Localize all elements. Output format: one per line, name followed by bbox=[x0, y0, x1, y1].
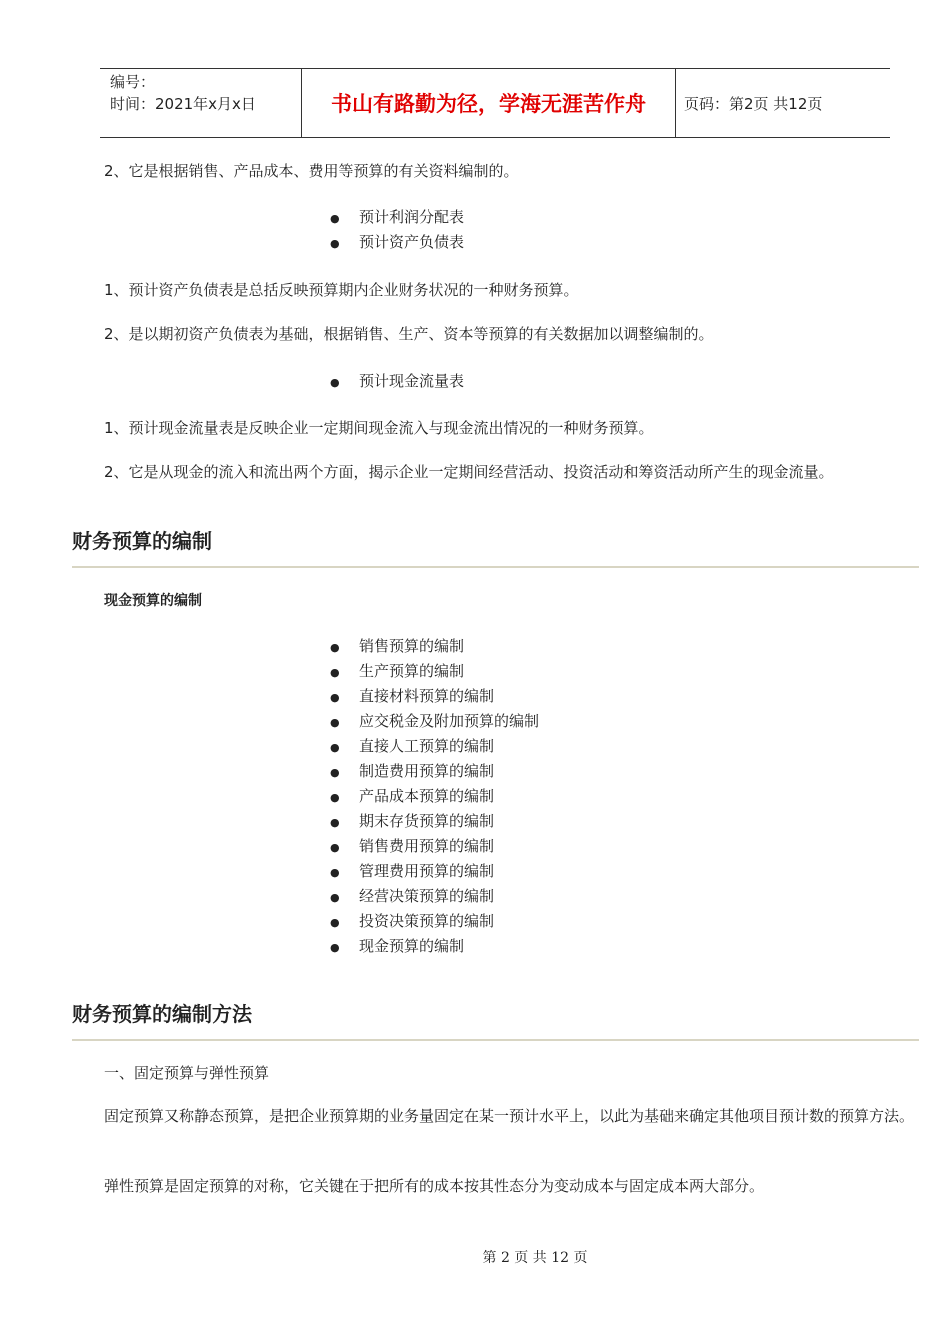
paragraph: 固定预算又称静态预算，是把企业预算期的业务量固定在某一预计水平上，以此为基础来确定其他项目预计数的预算方法。 bbox=[104, 1107, 915, 1125]
section-heading: 财务预算的编制方法 bbox=[72, 1002, 252, 1026]
bullet-icon: ● bbox=[330, 716, 340, 729]
subsection-heading: 一、固定预算与弹性预算 bbox=[104, 1064, 270, 1082]
list-item bbox=[330, 760, 494, 784]
section-divider bbox=[72, 1039, 919, 1041]
bullet-icon: ● bbox=[330, 766, 340, 779]
bullet-icon: ● bbox=[330, 816, 340, 829]
list-item bbox=[330, 885, 494, 909]
header-meta bbox=[110, 71, 256, 115]
list-item-label: 预计利润分配表 bbox=[359, 208, 465, 226]
number-label: 编号： bbox=[110, 73, 156, 91]
time-label: 时间：2021年x月x日 bbox=[110, 95, 256, 113]
list-item-label: 预计现金流量表 bbox=[359, 372, 465, 390]
bullet-icon: ● bbox=[330, 212, 340, 225]
header-divider bbox=[675, 69, 676, 137]
list-item bbox=[330, 231, 464, 255]
list-item-label: 管理费用预算的编制 bbox=[359, 862, 495, 880]
list-item bbox=[330, 206, 464, 230]
list-item bbox=[330, 785, 494, 809]
paragraph: 2、是以期初资产负债表为基础，根据销售、生产、资本等预算的有关数据加以调整编制的。 bbox=[104, 325, 714, 343]
list-item bbox=[330, 910, 494, 934]
list-item bbox=[330, 660, 464, 684]
list-item-label: 预计资产负债表 bbox=[359, 233, 465, 251]
list-item-label: 直接材料预算的编制 bbox=[359, 687, 495, 705]
list-item bbox=[330, 710, 539, 734]
list-item bbox=[330, 735, 494, 759]
list-item bbox=[330, 370, 464, 394]
paragraph: 2、它是根据销售、产品成本、费用等预算的有关资料编制的。 bbox=[104, 162, 519, 180]
paragraph: 1、预计资产负债表是总括反映预算期内企业财务状况的一种财务预算。 bbox=[104, 281, 579, 299]
bullet-icon: ● bbox=[330, 691, 340, 704]
paragraph: 弹性预算是固定预算的对称，它关键在于把所有的成本按其性态分为变动成本与固定成本两大部分。 bbox=[104, 1177, 765, 1195]
list-item bbox=[330, 835, 494, 859]
page-footer: 第 2 页 共 12 页 bbox=[482, 1250, 588, 1266]
bullet-icon: ● bbox=[330, 376, 340, 389]
bullet-icon: ● bbox=[330, 641, 340, 654]
list-item-label: 现金预算的编制 bbox=[359, 937, 465, 955]
paragraph: 2、它是从现金的流入和流出两个方面，揭示企业一定期间经营活动、投资活动和筹资活动所产生的现金流量。 bbox=[104, 463, 834, 481]
bullet-icon: ● bbox=[330, 916, 340, 929]
list-item-label: 投资决策预算的编制 bbox=[359, 912, 495, 930]
list-item bbox=[330, 685, 494, 709]
list-item-label: 生产预算的编制 bbox=[359, 662, 465, 680]
bullet-icon: ● bbox=[330, 237, 340, 250]
list-item-label: 销售费用预算的编制 bbox=[359, 837, 495, 855]
bullet-icon: ● bbox=[330, 666, 340, 679]
header-page-info: 页码：第2页 共12页 bbox=[684, 94, 823, 113]
list-item-label: 制造费用预算的编制 bbox=[359, 762, 495, 780]
list-item bbox=[330, 635, 464, 659]
header-motto: 书山有路勤为径，学海无涯苦作舟 bbox=[331, 91, 646, 116]
bullet-icon: ● bbox=[330, 841, 340, 854]
page-header bbox=[100, 68, 890, 138]
list-item-label: 销售预算的编制 bbox=[359, 637, 465, 655]
paragraph: 1、预计现金流量表是反映企业一定期间现金流入与现金流出情况的一种财务预算。 bbox=[104, 419, 654, 437]
list-item-label: 期末存货预算的编制 bbox=[359, 812, 495, 830]
bullet-icon: ● bbox=[330, 791, 340, 804]
subsection-heading: 现金预算的编制 bbox=[104, 593, 202, 609]
list-item-label: 经营决策预算的编制 bbox=[359, 887, 495, 905]
bullet-icon: ● bbox=[330, 741, 340, 754]
list-item bbox=[330, 935, 464, 959]
list-item-label: 应交税金及附加预算的编制 bbox=[359, 712, 540, 730]
section-divider bbox=[72, 566, 919, 568]
list-item-label: 产品成本预算的编制 bbox=[359, 787, 495, 805]
list-item-label: 直接人工预算的编制 bbox=[359, 737, 495, 755]
list-item bbox=[330, 810, 494, 834]
bullet-icon: ● bbox=[330, 891, 340, 904]
bullet-icon: ● bbox=[330, 941, 340, 954]
list-item bbox=[330, 860, 494, 884]
section-heading: 财务预算的编制 bbox=[72, 529, 212, 553]
bullet-icon: ● bbox=[330, 866, 340, 879]
